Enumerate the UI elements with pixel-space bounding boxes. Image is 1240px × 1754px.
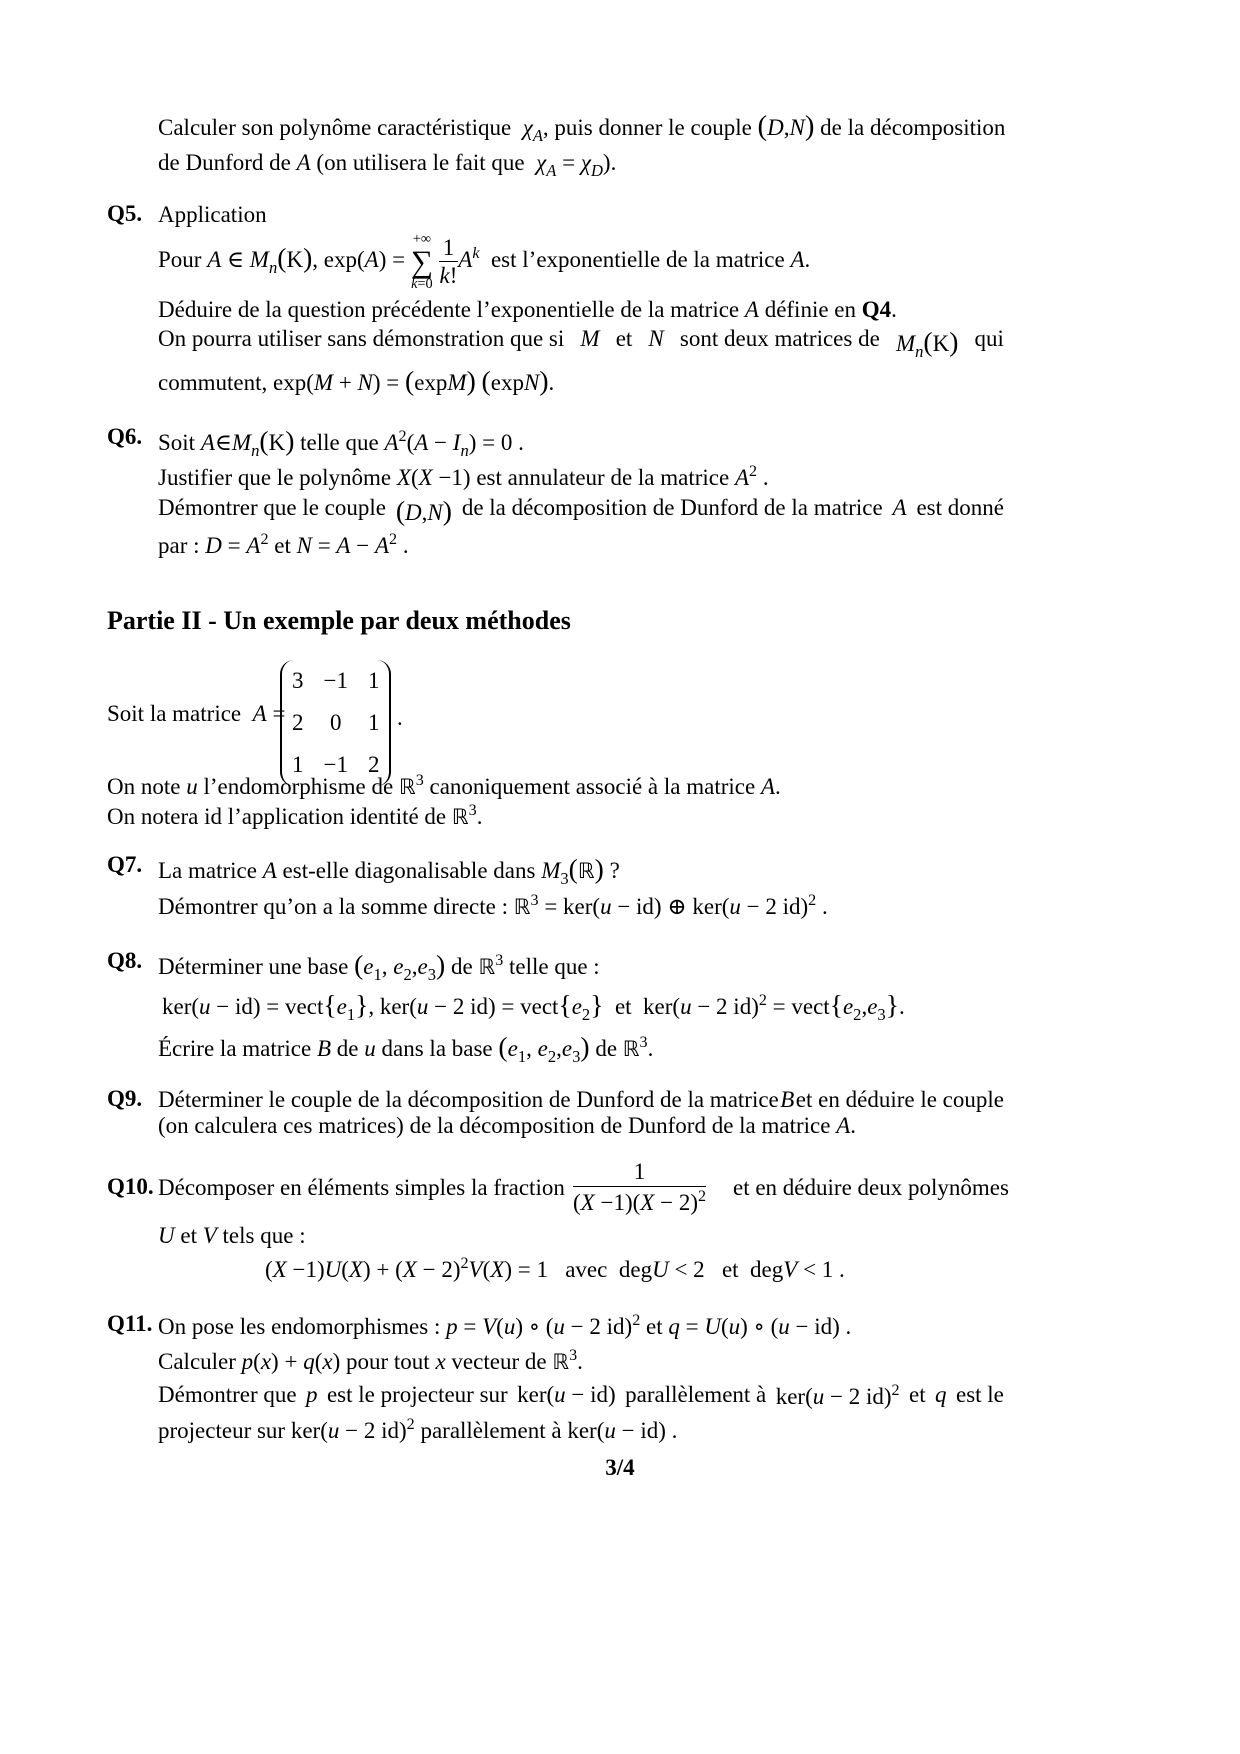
sum-symbol: +∞ ∑ k=0 [410, 231, 433, 293]
q7-line1: La matrice A est-elle diagonalisable dans $M_3(ℝ)$ ? [158, 853, 620, 888]
matrix-cell: 3 [292, 668, 304, 693]
q9-line2: (on calculera ces matrices) de la décomposition de Dunford de la matrice A. [158, 1113, 857, 1138]
matrix-period: . [397, 705, 403, 730]
q5-title: Application [158, 202, 267, 227]
q11-line4: projecteur sur ker(u − 2 id)$^2$ parallèlement à ker(u − id) . [158, 1416, 678, 1443]
q8-line3: Écrire la matrice B de u dans la base ($e_1$, $e_2,e_3$) de ℝ$^3$. [158, 1031, 654, 1066]
matrix-cell: −1 [323, 752, 348, 777]
q4-line2: de Dunford de A (on utilisera le fait que $\chi_A = \chi_D$). [158, 150, 617, 180]
q5-line4: commutent, exp(M + N) = (expM) (expN). [158, 365, 555, 396]
q11-line3: Démontrer que p est le projecteur sur ker(u − id) parallèlement à ker(u − 2 id)$^2$ et q est le [158, 1382, 1004, 1409]
part2-note2: On notera id l’application identité de ℝ$^3$. [107, 802, 483, 829]
matrix-cell: 1 [367, 668, 380, 693]
q5-label: Q5. [107, 201, 143, 226]
q8-label: Q8. [107, 948, 143, 973]
part2-heading: Partie II - Un exemple par deux méthodes [107, 606, 571, 635]
matrix-cell: 2 [367, 752, 380, 777]
q5-line2: Déduire de la question précédente l’exponentielle de la matrice A définie en Q4. [158, 297, 897, 322]
part2-note1: On note u l’endomorphisme de ℝ$^3$ canoniquement associé à la matrice A. [107, 772, 781, 799]
q5-line3: On pourra utiliser sans démonstration que si M et N sont deux matrices de $M_n(K)$ qui [158, 326, 1004, 361]
q6-line4: par : $D = A^2$ et $N = A - A^2$ . [158, 531, 409, 558]
q4-line1: Calculer son polynôme caractéristique $\chi_A$, puis donner le couple (D,N) de la décomposition [158, 110, 1006, 145]
q9-label: Q9. [107, 1086, 143, 1111]
matrix-cell: 1 [292, 752, 304, 777]
q9-line1: Déterminer le couple de la décomposition de Dunford de la matrice B et en déduire le couple [158, 1087, 1004, 1112]
q7-line2: Démontrer qu’on a la somme directe : ℝ$^3$ = ker(u − id) ⊕ ker(u − 2 id)$^2$ . [158, 892, 828, 919]
q8-line2: $ker(u - id) = vect\{e_1\}$, ker(u − 2 $id) = vect\{e_2\}$ et ker(u − 2 $id)^2 = vect\{e_2,e_3\}$. [162, 989, 905, 1024]
matrix-cell: 0 [329, 710, 342, 735]
q6-line2: Justifier que le polynôme X(X −1) est annulateur de la matrice $A^2$ . [158, 463, 769, 490]
page-number: 3/4 [605, 1455, 635, 1480]
matrix-intro: Soit la matrice A = [107, 701, 286, 726]
q11-label: Q11. [107, 1311, 153, 1336]
q10-label: Q10. [107, 1174, 154, 1199]
q8-line1: Déterminer une base ($e_1$, $e_2,e_3$) de ℝ$^3$ telle que : [158, 949, 600, 984]
matrix-A [280, 660, 391, 786]
q5-definition: Pour A ∈ $M_n(K)$, exp(A) = +∞ ∑ k=0 $\frac{1}{k!}$ $A^k$ est l’exponentielle de la matrice A. [158, 231, 811, 293]
q7-label: Q7. [107, 852, 143, 877]
fraction: $\frac{1}{k!}$ [439, 234, 458, 289]
q10-line2: U et V tels que : [158, 1223, 306, 1248]
q10-equation: $(X -1)U(X) + (X - 2)^2V(X) = 1$ avec degU < 2 et degV < 1 . [265, 1255, 845, 1282]
q11-line1: On pose les endomorphismes : p = V(u) ∘ (u − 2 id)$^2$ et q = U(u) ∘ (u − id) . [158, 1312, 852, 1339]
q10-line1-end: et en déduire deux polynômes [733, 1175, 1009, 1200]
matrix-cell: 1 [367, 710, 380, 735]
q10-fraction: $\frac{1}{(X -1)(X - 2)^2}$ [573, 1159, 707, 1215]
q10-line1-text: Décomposer en éléments simples la fraction [158, 1175, 565, 1200]
matrix-cell: 2 [292, 710, 304, 735]
matrix-cell: −1 [323, 668, 348, 693]
q6-label: Q6. [107, 424, 143, 449]
q6-line1: Soit $A\in M_n(K)$ telle que $A^2(A - I_n) = 0$ . [158, 425, 524, 460]
q11-line2: Calculer p(x) + q(x) pour tout x vecteur de ℝ$^3$. [158, 1347, 583, 1374]
q6-line3: Démontrer que le couple (D,N) de la décomposition de Dunford de la matrice A est donné [158, 495, 1004, 526]
